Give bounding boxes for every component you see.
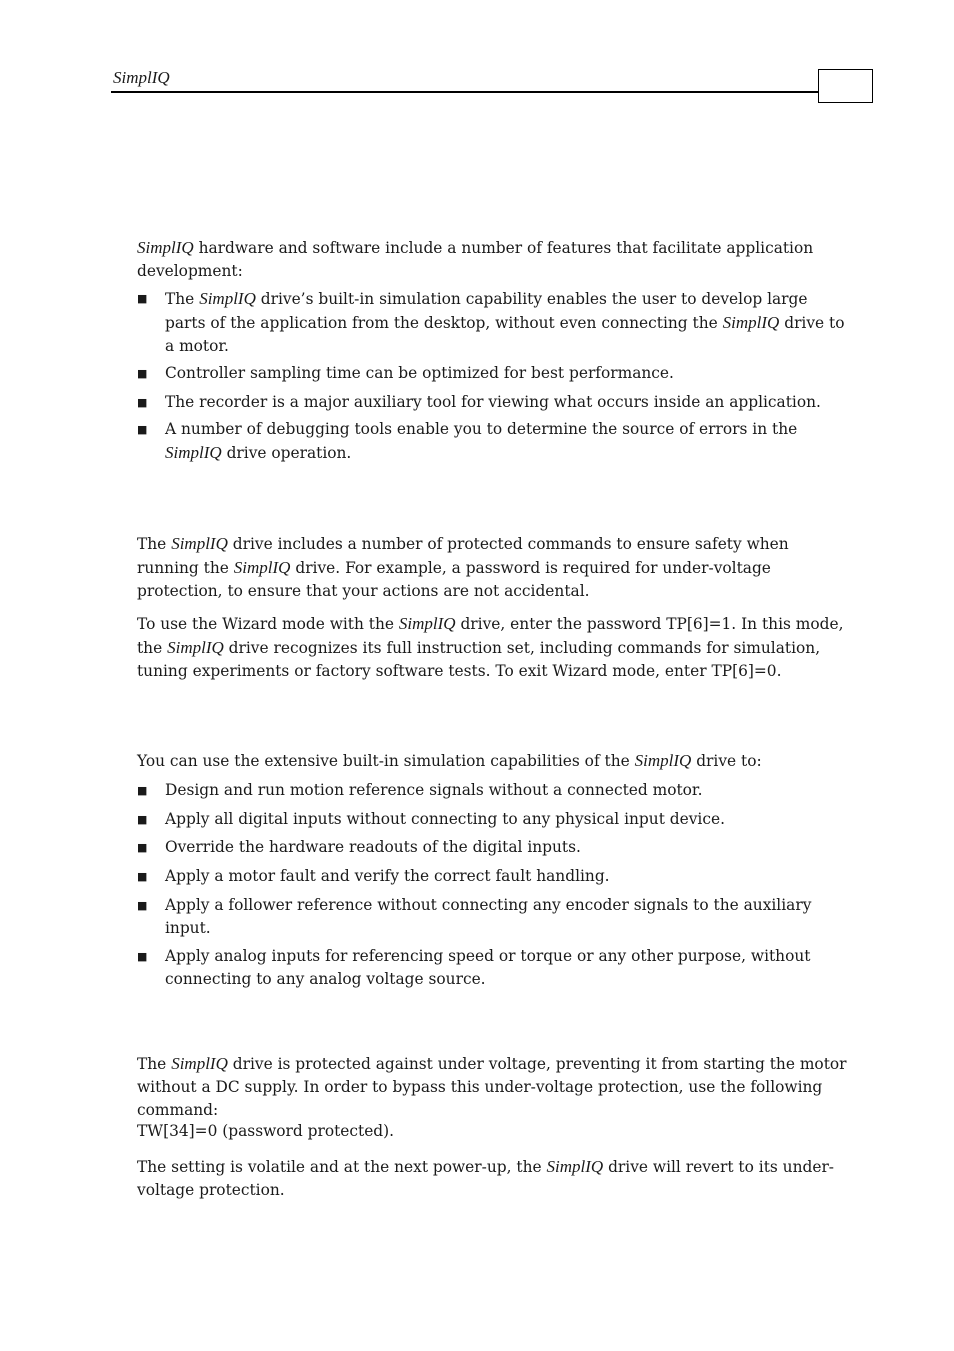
list-item: ■ Apply all digital inputs without connecting to any physical input device. (137, 808, 849, 831)
list-item: ■ Override the hardware readouts of the digital inputs. (137, 836, 849, 859)
list-item: ■ Apply a follower reference without connecting any encoder signals to the auxiliary input. (137, 896, 812, 937)
section4-paragraph-2: The setting is volatile and at the next power-up, the SimplIQ drive will revert to its under-voltage protection. (137, 1157, 835, 1199)
bullet-icon: ■ (137, 841, 148, 854)
page-number-box (818, 69, 873, 103)
intro-text: hardware and software include a number of features that facilitate application development: (137, 239, 814, 280)
bullet-icon: ■ (137, 784, 148, 797)
section3-intro: You can use the extensive built-in simulation capabilities of the SimplIQ drive to: (137, 751, 762, 770)
section1-intro (137, 236, 849, 283)
list-item: ■ The recorder is a major auxiliary tool for viewing what occurs inside an application. (137, 391, 849, 414)
list-item: ■ Apply a motor fault and verify the correct fault handling. (137, 865, 849, 888)
bullet-icon: ■ (137, 423, 148, 436)
list-item: ■ The SimplIQ drive’s built-in simulation capability enables the user to develop large parts of the application from the desktop, without even connecting the SimplIQ drive to a motor. (137, 289, 845, 355)
header-brand: SimplIQ (113, 68, 170, 87)
brand-name: SimplIQ (137, 238, 194, 257)
bullet-icon: ■ (137, 813, 148, 826)
header-rule (111, 91, 819, 93)
bullet-icon: ■ (137, 870, 148, 883)
section4-paragraph-1: The SimplIQ drive is protected against under voltage, preventing it from starting the motor without a DC supply. In order to bypass this under-voltage protection, use the following command: (137, 1054, 847, 1119)
section2-paragraph-1: The SimplIQ drive includes a number of protected commands to ensure safety when running the SimplIQ drive. For example, a password is required for under-voltage protection, to ensure that your actions are not accidental. (137, 534, 789, 600)
list-item: ■ A number of debugging tools enable you to determine the source of errors in the SimplIQ drive operation. (137, 420, 798, 462)
bullet-icon: ■ (137, 899, 148, 912)
list-item: ■ Design and run motion reference signals without a connected motor. (137, 779, 849, 802)
bullet-icon: ■ (137, 396, 148, 409)
bullet-icon: ■ (137, 367, 148, 380)
bullet-icon: ■ (137, 292, 148, 305)
list-item: ■ Controller sampling time can be optimized for best performance. (137, 362, 849, 385)
list-item: ■ Apply analog inputs for referencing speed or torque or any other purpose, without connecting to any analog voltage source. (137, 947, 811, 988)
section2-paragraph-2: To use the Wizard mode with the SimplIQ drive, enter the password TP[6]=1. In this mode, the SimplIQ drive recognizes its full instruction set, including commands for simulation, tuning experiments or factory software tests. To exit Wizard mode, enter TP[6]=0. (137, 614, 844, 680)
command-line: TW[34]=0 (password protected). (137, 1122, 395, 1140)
bullet-icon: ■ (137, 950, 148, 963)
